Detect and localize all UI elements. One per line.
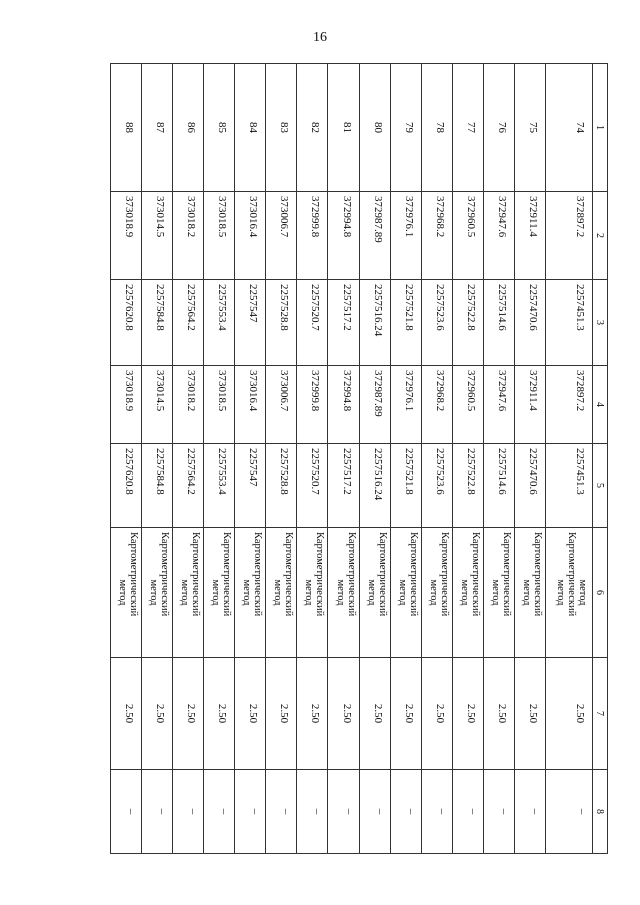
cell-c3: 2257516.24 — [359, 280, 390, 366]
cell-c8: – — [483, 770, 514, 854]
cell-c5: 2257522.8 — [452, 444, 483, 528]
cell-c5: 2257517.2 — [328, 444, 359, 528]
cell-c1: 87 — [142, 64, 173, 192]
cell-c2: 372947.6 — [483, 192, 514, 280]
cell-c8: – — [173, 770, 204, 854]
cell-c3: 2257523.6 — [421, 280, 452, 366]
table-row — [297, 64, 328, 854]
cell-c8: – — [452, 770, 483, 854]
method-line-1: Картометрический — [531, 532, 543, 617]
cell-c3: 2257451.3 — [545, 280, 592, 366]
cell-method — [483, 528, 514, 658]
cell-c5: 2257584.8 — [142, 444, 173, 528]
cell-c3: 2257520.7 — [297, 280, 328, 366]
table-row — [235, 64, 266, 854]
cell-c5: 2257516.24 — [359, 444, 390, 528]
table-row — [266, 64, 297, 854]
cell-c3: 2257564.2 — [173, 280, 204, 366]
cell-c4: 372976.1 — [390, 366, 421, 444]
cell-c5: 2257521.8 — [390, 444, 421, 528]
cell-method — [142, 528, 173, 658]
cell-c1: 75 — [514, 64, 545, 192]
table-row — [483, 64, 514, 854]
cell-c4: 372897.2 — [545, 366, 592, 444]
cell-c1: 79 — [390, 64, 421, 192]
method-line-1: Картометрический — [376, 532, 388, 617]
header-col-3: 3 — [593, 280, 608, 366]
header-row — [593, 64, 608, 854]
cell-c4: 372911.4 — [514, 366, 545, 444]
cell-c5: 2257520.7 — [297, 444, 328, 528]
cell-c8: – — [359, 770, 390, 854]
page-number: 16 — [313, 30, 327, 45]
cell-c7: 2.50 — [359, 658, 390, 770]
method-line-2: метод — [210, 579, 222, 606]
table-row — [545, 64, 592, 854]
header-col-2: 2 — [593, 192, 608, 280]
cell-c8: – — [514, 770, 545, 854]
cell-c2: 373006.7 — [266, 192, 297, 280]
method-line-1: Картометрический — [221, 532, 233, 617]
cell-method — [204, 528, 235, 658]
table-body — [111, 64, 593, 854]
cell-c1: 78 — [421, 64, 452, 192]
cell-c2: 373018.9 — [111, 192, 142, 280]
cell-c5: 2257528.8 — [266, 444, 297, 528]
cell-c1: 81 — [328, 64, 359, 192]
method-line-2: метод — [520, 579, 532, 606]
method-line-2: метод — [148, 579, 160, 606]
table-row — [111, 64, 142, 854]
cell-c5: 2257553.4 — [204, 444, 235, 528]
header-col-1: 1 — [593, 64, 608, 192]
cell-c3: 2257514.6 — [483, 280, 514, 366]
header-col-8: 8 — [593, 770, 608, 854]
cell-c3: 2257547 — [235, 280, 266, 366]
cell-c7: 2.50 — [514, 658, 545, 770]
cell-c3: 2257553.4 — [204, 280, 235, 366]
method-line-1: Картометрический — [190, 532, 202, 617]
cell-c2: 372968.2 — [421, 192, 452, 280]
cell-c7: 2.50 — [235, 658, 266, 770]
cell-method — [266, 528, 297, 658]
cell-c2: 372897.2 — [545, 192, 592, 280]
table-row — [359, 64, 390, 854]
cell-c1: 74 — [545, 64, 592, 192]
cell-method — [297, 528, 328, 658]
method-line-2: метод — [303, 579, 315, 606]
cell-method — [421, 528, 452, 658]
cell-c4: 373018.9 — [111, 366, 142, 444]
method-line-1: Картометрический — [283, 532, 295, 617]
cell-c2: 373014.5 — [142, 192, 173, 280]
cell-c4: 373016.4 — [235, 366, 266, 444]
cell-c5: 2257470.6 — [514, 444, 545, 528]
cell-c3: 2257470.6 — [514, 280, 545, 366]
method-line-1: Картометрический — [566, 532, 577, 617]
cell-c1: 88 — [111, 64, 142, 192]
cell-c2: 373018.5 — [204, 192, 235, 280]
method-line-1: Картометрический — [407, 532, 419, 617]
method-line-2: метод — [365, 579, 377, 606]
cell-c4: 373006.7 — [266, 366, 297, 444]
cell-c1: 76 — [483, 64, 514, 192]
cell-method — [514, 528, 545, 658]
method-line-2: метод — [117, 579, 129, 606]
cell-c7: 2.50 — [266, 658, 297, 770]
cell-method — [390, 528, 421, 658]
method-line-2: метод — [427, 579, 439, 606]
cell-c4: 372960.5 — [452, 366, 483, 444]
cell-c4: 372987.89 — [359, 366, 390, 444]
cell-c2: 372960.5 — [452, 192, 483, 280]
cell-c7: 2.50 — [328, 658, 359, 770]
method-line-2: метод — [489, 579, 501, 606]
cell-c2: 372999.8 — [297, 192, 328, 280]
header-col-5: 5 — [593, 444, 608, 528]
header-col-6-continuation: метод — [577, 579, 588, 606]
method-line-1: Картометрический — [128, 532, 140, 617]
cell-c3: 2257522.8 — [452, 280, 483, 366]
cell-c7: 2.50 — [483, 658, 514, 770]
cell-c7: 2.50 — [297, 658, 328, 770]
cell-c5: 2257514.6 — [483, 444, 514, 528]
cell-c5: 2257547 — [235, 444, 266, 528]
cell-c7: 2.50 — [421, 658, 452, 770]
cell-c4: 373014.5 — [142, 366, 173, 444]
cell-c8: – — [111, 770, 142, 854]
header-col-6: 6 — [593, 528, 608, 658]
cell-method — [173, 528, 204, 658]
coordinates-table — [110, 63, 608, 854]
table-row — [173, 64, 204, 854]
cell-c1: 86 — [173, 64, 204, 192]
cell-c2: 372911.4 — [514, 192, 545, 280]
cell-c2: 372994.8 — [328, 192, 359, 280]
table-row — [328, 64, 359, 854]
header-col-4: 4 — [593, 366, 608, 444]
table-row — [204, 64, 235, 854]
header-col-7: 7 — [593, 658, 608, 770]
cell-method — [452, 528, 483, 658]
method-line-1: Картометрический — [345, 532, 357, 617]
cell-c2: 373016.4 — [235, 192, 266, 280]
cell-method — [235, 528, 266, 658]
method-line-1: Картометрический — [252, 532, 264, 617]
cell-c1: 80 — [359, 64, 390, 192]
cell-c1: 82 — [297, 64, 328, 192]
method-line-2: метод — [555, 579, 566, 606]
cell-c1: 83 — [266, 64, 297, 192]
coordinates-table-rotated — [110, 63, 608, 853]
cell-c2: 373018.2 — [173, 192, 204, 280]
cell-c3: 2257584.8 — [142, 280, 173, 366]
table-row — [514, 64, 545, 854]
cell-method — [359, 528, 390, 658]
table-row — [452, 64, 483, 854]
cell-c7: 2.50 — [452, 658, 483, 770]
method-line-1: Картометрический — [500, 532, 512, 617]
cell-c1: 84 — [235, 64, 266, 192]
method-line-1: Картометрический — [159, 532, 171, 617]
table-row — [390, 64, 421, 854]
method-line-2: метод — [396, 579, 408, 606]
method-line-2: метод — [334, 579, 346, 606]
method-line-2: метод — [272, 579, 284, 606]
cell-c5: 2257523.6 — [421, 444, 452, 528]
cell-c5: 2257564.2 — [173, 444, 204, 528]
cell-c8: – — [545, 770, 592, 854]
cell-c4: 372999.8 — [297, 366, 328, 444]
cell-method — [545, 528, 592, 658]
cell-c8: – — [390, 770, 421, 854]
cell-method — [328, 528, 359, 658]
cell-c2: 372976.1 — [390, 192, 421, 280]
cell-c7: 2.50 — [204, 658, 235, 770]
method-line-2: метод — [458, 579, 470, 606]
cell-c7: 2.50 — [111, 658, 142, 770]
cell-c4: 372994.8 — [328, 366, 359, 444]
cell-c5: 2257620.8 — [111, 444, 142, 528]
cell-c2: 372987.89 — [359, 192, 390, 280]
cell-c4: 373018.2 — [173, 366, 204, 444]
cell-c8: – — [266, 770, 297, 854]
method-line-2: метод — [241, 579, 253, 606]
cell-c4: 372947.6 — [483, 366, 514, 444]
cell-c8: – — [235, 770, 266, 854]
cell-c3: 2257517.2 — [328, 280, 359, 366]
cell-method — [111, 528, 142, 658]
table-row — [142, 64, 173, 854]
cell-c1: 77 — [452, 64, 483, 192]
cell-c3: 2257620.8 — [111, 280, 142, 366]
method-line-1: Картометрический — [469, 532, 481, 617]
cell-c4: 373018.5 — [204, 366, 235, 444]
table-row — [421, 64, 452, 854]
cell-c8: – — [204, 770, 235, 854]
cell-c7: 2.50 — [545, 658, 592, 770]
cell-c1: 85 — [204, 64, 235, 192]
cell-c3: 2257521.8 — [390, 280, 421, 366]
cell-c7: 2.50 — [142, 658, 173, 770]
cell-c8: – — [328, 770, 359, 854]
method-line-1: Картометрический — [438, 532, 450, 617]
cell-c8: – — [142, 770, 173, 854]
cell-c3: 2257528.8 — [266, 280, 297, 366]
cell-c7: 2.50 — [173, 658, 204, 770]
cell-c5: 2257451.3 — [545, 444, 592, 528]
cell-c8: – — [297, 770, 328, 854]
method-line-2: метод — [179, 579, 191, 606]
cell-c4: 372968.2 — [421, 366, 452, 444]
cell-c7: 2.50 — [390, 658, 421, 770]
cell-c8: – — [421, 770, 452, 854]
method-line-1: Картометрический — [314, 532, 326, 617]
